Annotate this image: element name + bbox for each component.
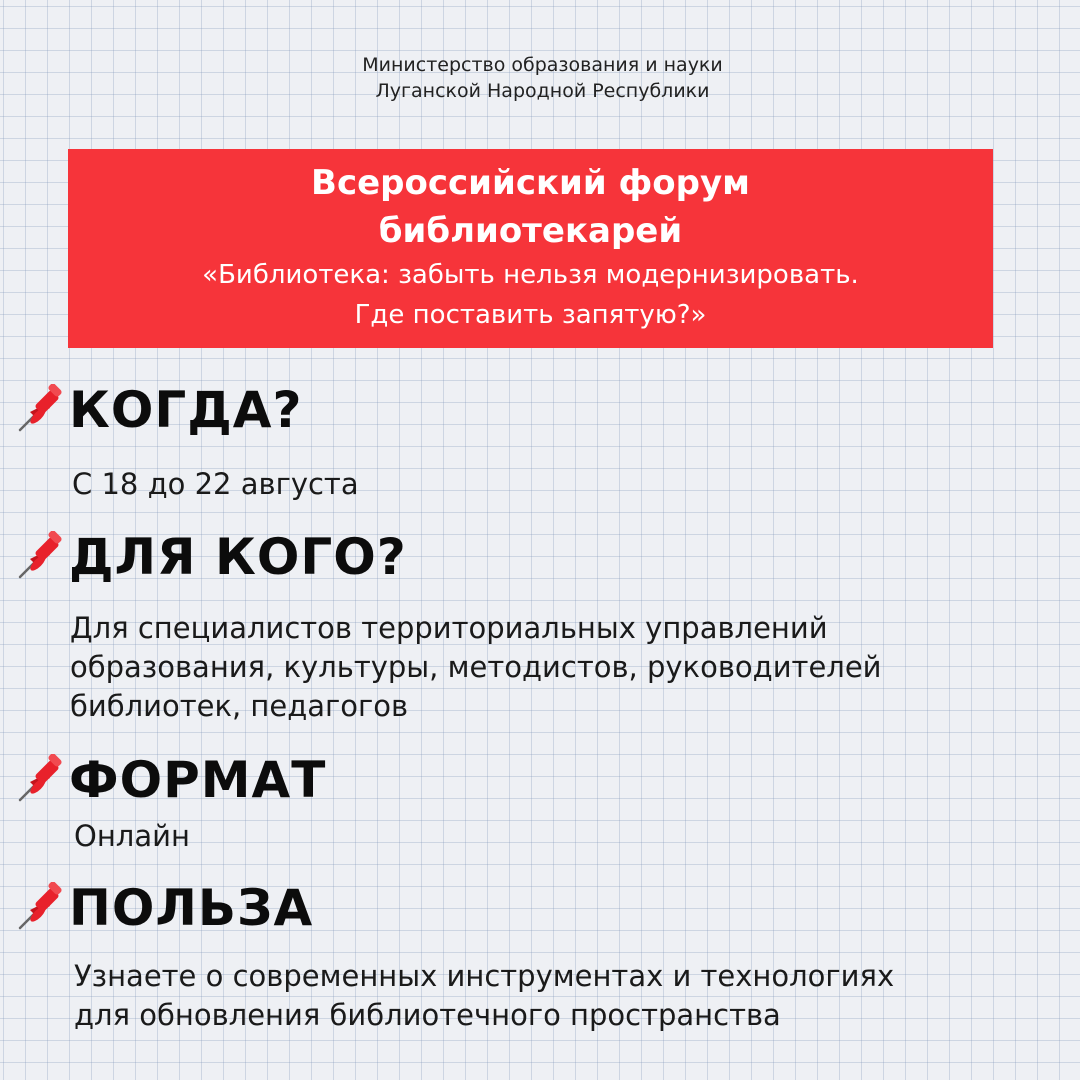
banner-title <box>68 159 993 255</box>
banner-title-line-2: библиотекарей <box>378 211 683 251</box>
heading-when: КОГДА? <box>69 381 303 439</box>
for-whom-line-2: образования, культуры, методистов, руководителей <box>70 650 882 684</box>
pushpin-icon <box>14 384 66 436</box>
banner-subtitle-line-2: Где поставить запятую?» <box>354 300 707 330</box>
for-whom-text <box>70 609 882 726</box>
banner-title-line-1: Всероссийский форум <box>311 163 750 203</box>
when-dates: С 18 до 22 августа <box>72 467 359 501</box>
when-text <box>72 465 359 504</box>
format-text <box>74 817 190 856</box>
heading-format: ФОРМАТ <box>69 751 327 809</box>
benefit-line-2: для обновления библиотечного пространства <box>74 998 781 1032</box>
forum-banner <box>68 149 993 348</box>
ministry-line-1: Министерство образования и науки <box>362 54 723 76</box>
ministry-line-2: Луганской Народной Республики <box>375 80 710 102</box>
banner-subtitle <box>68 255 993 335</box>
banner-subtitle-line-1: «Библиотека: забыть нельзя модернизировать. <box>202 260 859 290</box>
pushpin-icon <box>14 882 66 934</box>
pushpin-icon <box>14 754 66 806</box>
format-value: Онлайн <box>74 819 190 853</box>
for-whom-line-1: Для специалистов территориальных управлений <box>70 611 828 645</box>
heading-benefit: ПОЛЬЗА <box>69 879 314 937</box>
heading-for-whom: ДЛЯ КОГО? <box>69 528 407 586</box>
benefit-line-1: Узнаете о современных инструментах и технологиях <box>74 959 895 993</box>
ministry-header <box>0 52 1080 104</box>
pushpin-icon <box>14 531 66 583</box>
for-whom-line-3: библиотек, педагогов <box>70 689 409 723</box>
benefit-text <box>74 957 894 1035</box>
